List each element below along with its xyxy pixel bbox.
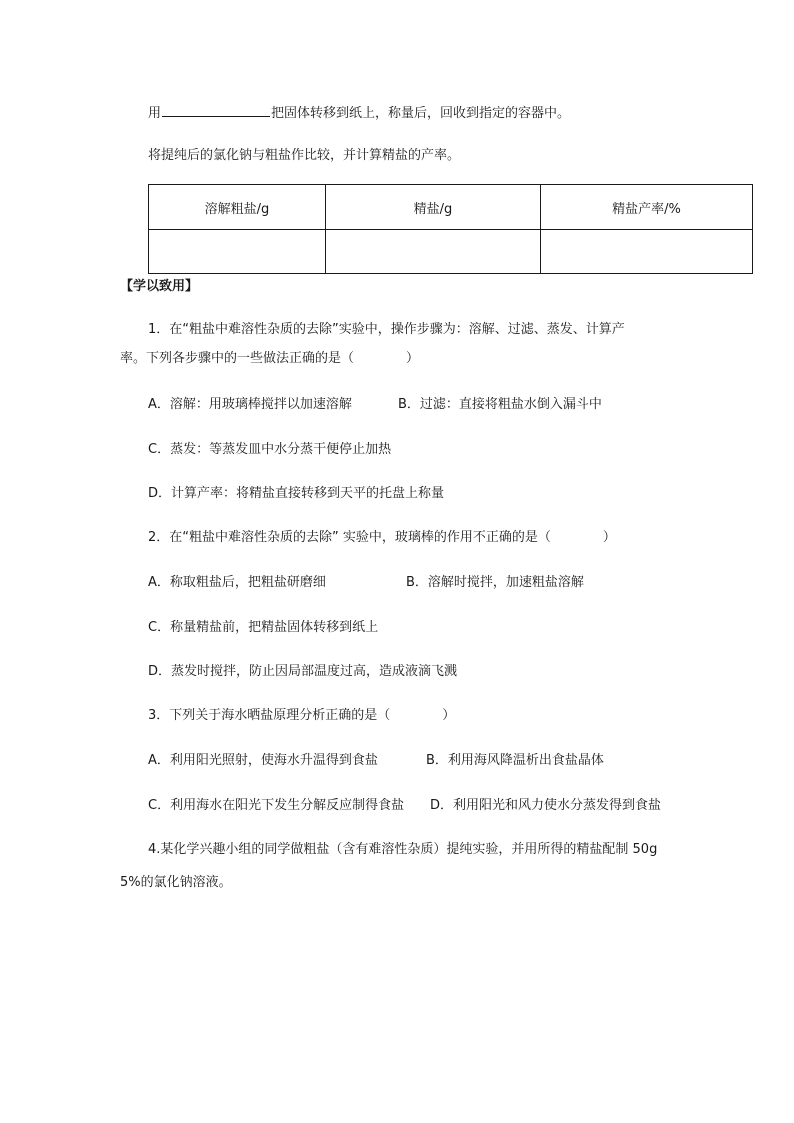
- q3-option-d: D．利用阳光和风力使水分蒸发得到食盐: [430, 798, 662, 813]
- q2-option-c: C．称量精盐前，把精盐固体转移到纸上: [148, 620, 379, 635]
- q2-stem: 2．在“粗盐中难溶性杂质的去除” 实验中，玻璃棒的作用不正确的是（ ）: [148, 530, 616, 545]
- table-header-cell: 精盐/g: [326, 185, 541, 230]
- q4-stem-line-2: 5%的氯化钠溶液。: [120, 875, 232, 890]
- table-cell[interactable]: [149, 230, 326, 274]
- section-title: 【学以致用】: [120, 279, 199, 294]
- q3-stem: 3．下列关于海水晒盐原理分析正确的是（ ）: [148, 708, 456, 723]
- table-cell[interactable]: [326, 230, 541, 274]
- intro-line-2: 将提纯后的氯化钠与粗盐作比较，并计算精盐的产率。: [148, 148, 461, 163]
- intro-line-1-prefix: 用: [148, 106, 162, 121]
- q3-option-a: A．利用阳光照射，使海水升温得到食盐: [148, 753, 378, 768]
- intro-line-1-suffix: 把固体转移到纸上，称量后，回收到指定的容器中。: [271, 106, 571, 121]
- table-header-cell: 溶解粗盐/g: [149, 185, 326, 230]
- intro-line-1: [148, 103, 570, 123]
- table-cell[interactable]: [541, 230, 753, 274]
- table-header-row: [149, 185, 753, 230]
- q1-option-c: C．蒸发：等蒸发皿中水分蒸干便停止加热: [148, 442, 392, 457]
- q2-option-d: D．蒸发时搅拌，防止因局部温度过高，造成液滴飞溅: [148, 664, 458, 679]
- q3-option-b: B．利用海风降温析出食盐晶体: [426, 753, 604, 768]
- q1-option-a: A．溶解：用玻璃棒搅拌以加速溶解: [148, 397, 352, 412]
- q1-stem-line-2: 率。下列各步骤中的一些做法正确的是（ ）: [120, 351, 420, 366]
- q2-option-a: A．称取粗盐后，把粗盐研磨细: [148, 575, 326, 590]
- q2-option-b: B．溶解时搅拌，加速粗盐溶解: [406, 575, 584, 590]
- q1-option-b: B．过滤：直接将粗盐水倒入漏斗中: [398, 397, 602, 412]
- q1-stem-line-1: 1．在“粗盐中难溶性杂质的去除”实验中，操作步骤为：溶解、过滤、蒸发、计算产: [148, 322, 625, 337]
- q1-option-d: D．计算产率：将精盐直接转移到天平的托盘上称量: [148, 486, 445, 501]
- fill-in-blank[interactable]: [162, 103, 270, 117]
- table-header-cell: 精盐产率/%: [541, 185, 753, 230]
- yield-table: [148, 184, 753, 274]
- q4-stem-line-1: 4.某化学兴趣小组的同学做粗盐（含有难溶性杂质）提纯实验，并用所得的精盐配制 50g: [148, 842, 658, 857]
- table-row: [149, 230, 753, 274]
- q3-option-c: C．利用海水在阳光下发生分解反应制得食盐: [148, 798, 405, 813]
